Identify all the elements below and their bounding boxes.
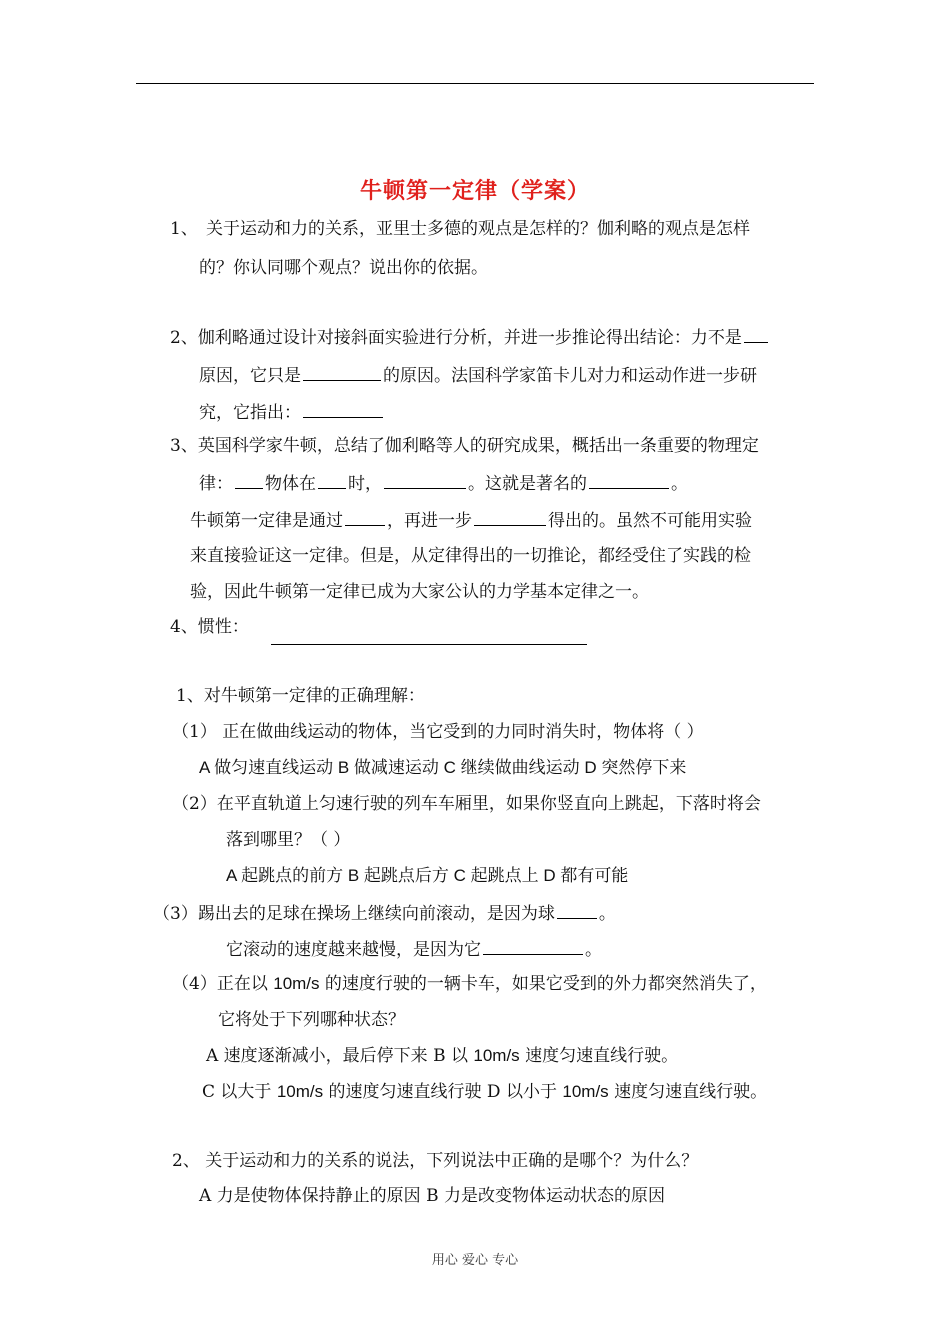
ex1-p4-option-d-speed: 10m/s xyxy=(562,1082,609,1101)
q2-line-2-text-b: 的原因。法国科学家笛卡儿对力和运动作进一步研 xyxy=(383,366,757,386)
q4-answer-line[interactable] xyxy=(271,644,587,645)
ex2-line-1: 2、 关于运动和力的关系的说法，下列说法中正确的是哪个？为什么？ xyxy=(172,1151,699,1171)
q2-line-2 xyxy=(199,363,757,387)
ex1-p4-line-1-text-b: 的速度行驶的一辆卡车，如果它受到的外力都突然消失了， xyxy=(319,974,767,994)
q1-line-1: 关于运动和力的关系，亚里士多德的观点是怎样的？伽利略的观点是怎样 xyxy=(206,219,750,239)
q2-blank-1[interactable] xyxy=(744,325,768,343)
ex1-p4-option-c-mid: 的速度匀速直线行驶 D 以小于 xyxy=(323,1082,563,1102)
ex1-p4-option-c-speed: 10m/s xyxy=(276,1082,324,1101)
q3-line-2-text-b: 物体在 xyxy=(265,474,316,494)
q2-line-1 xyxy=(170,325,770,349)
q3-line-2-text-a: 律： xyxy=(199,474,233,494)
q1-line-2: 的？你认同哪个观点？说出你的依据。 xyxy=(199,258,488,278)
q3-line-3-text-a: 牛顿第一定律是通过 xyxy=(190,511,343,531)
ex1-p1: （1） 正在做曲线运动的物体，当它受到的力同时消失时，物体将（ ） xyxy=(172,722,704,742)
ex1-p4-option-c-d xyxy=(202,1081,767,1103)
q3-blank-5[interactable] xyxy=(345,508,385,526)
ex1-p1-options: A 做匀速直线运动 B 做减速运动 C 继续做曲线运动 D 突然停下来 xyxy=(199,758,687,777)
ex1-p4-line-2: 它将处于下列哪种状态？ xyxy=(218,1010,405,1030)
q3-blank-6[interactable] xyxy=(474,508,546,526)
ex1-p3-line-2-end: 。 xyxy=(585,940,602,960)
q2-line-2-text-a: 原因，它只是 xyxy=(199,366,301,386)
q3-line-1: 3、英国科学家牛顿，总结了伽利略等人的研究成果，概括出一条重要的物理定 xyxy=(170,436,759,456)
ex1-p3-line-1 xyxy=(153,901,616,925)
q1-number: 1、 xyxy=(170,219,198,239)
q3-line-2-text-e: 。 xyxy=(671,474,688,494)
q3-blank-1[interactable] xyxy=(235,471,263,489)
q2-line-3 xyxy=(199,400,385,424)
ex1-p3-line-1-end: 。 xyxy=(598,904,616,924)
ex1-heading: 1、对牛顿第一定律的正确理解： xyxy=(176,686,425,706)
header-rule xyxy=(136,83,814,84)
ex1-p3-line-2-text: 它滚动的速度越来越慢，是因为它 xyxy=(226,940,481,960)
ex1-p4-line-1-text-a: （4）正在以 xyxy=(172,974,274,994)
q4-label: 4、惯性： xyxy=(170,617,249,637)
q3-line-4: 来直接验证这一定律。但是，从定律得出的一切推论，都经受住了实践的检 xyxy=(190,546,751,566)
ex1-p3-blank-2[interactable] xyxy=(483,937,583,955)
ex1-p4-option-b-end: 速度匀速直线行驶。 xyxy=(519,1046,679,1066)
q2-blank-3[interactable] xyxy=(303,400,383,418)
ex1-p4-option-d-end: 速度匀速直线行驶。 xyxy=(608,1082,768,1102)
q3-line-2-text-c: 时， xyxy=(348,474,382,494)
q3-line-3-text-c: 得出的。虽然不可能用实验 xyxy=(548,511,752,531)
ex1-p4-option-a-b xyxy=(206,1045,678,1067)
ex1-p4-option-c-text: C 以大于 xyxy=(202,1082,277,1102)
ex1-p4-speed: 10m/s xyxy=(273,974,320,993)
ex1-p3-line-2 xyxy=(226,937,602,961)
q2-line-1-text: 2、伽利略通过设计对接斜面实验进行分析，并进一步推论得出结论：力不是 xyxy=(170,328,742,348)
q2-line-3-text: 究，它指出： xyxy=(199,403,301,423)
page-title: 牛顿第一定律（学案） xyxy=(359,179,590,204)
q3-line-2 xyxy=(199,471,688,495)
ex1-p3-blank-1[interactable] xyxy=(557,901,597,919)
ex1-p2-options: A 起跳点的前方 B 起跳点后方 C 起跳点上 D 都有可能 xyxy=(226,866,629,885)
ex1-p3-line-1-text: （3）踢出去的足球在操场上继续向前滚动，是因为球 xyxy=(153,904,555,924)
q3-blank-2[interactable] xyxy=(318,471,346,489)
ex1-p4-option-b-speed: 10m/s xyxy=(473,1046,520,1065)
q3-line-3-text-b: ，再进一步 xyxy=(387,511,472,531)
q3-line-2-text-d: 。这就是著名的 xyxy=(468,474,587,494)
q3-line-5: 验，因此牛顿第一定律已成为大家公认的力学基本定律之一。 xyxy=(190,582,649,602)
ex2-line-2: A 力是使物体保持静止的原因 B 力是改变物体运动状态的原因 xyxy=(199,1186,665,1206)
ex1-p4-option-a-text: A 速度逐渐减小，最后停下来 B 以 xyxy=(206,1046,474,1066)
q2-blank-2[interactable] xyxy=(303,363,381,381)
ex1-p2-line-2: 落到哪里？（ ） xyxy=(226,830,351,850)
q3-blank-3[interactable] xyxy=(384,471,466,489)
q3-blank-4[interactable] xyxy=(589,471,669,489)
ex1-p4-line-1 xyxy=(172,973,767,995)
ex1-p2-line-1: （2）在平直轨道上匀速行驶的列车车厢里，如果你竖直向上跳起，下落时将会 xyxy=(172,794,761,814)
q3-line-3 xyxy=(190,508,752,532)
page-footer: 用心 爱心 专心 xyxy=(431,1253,519,1268)
